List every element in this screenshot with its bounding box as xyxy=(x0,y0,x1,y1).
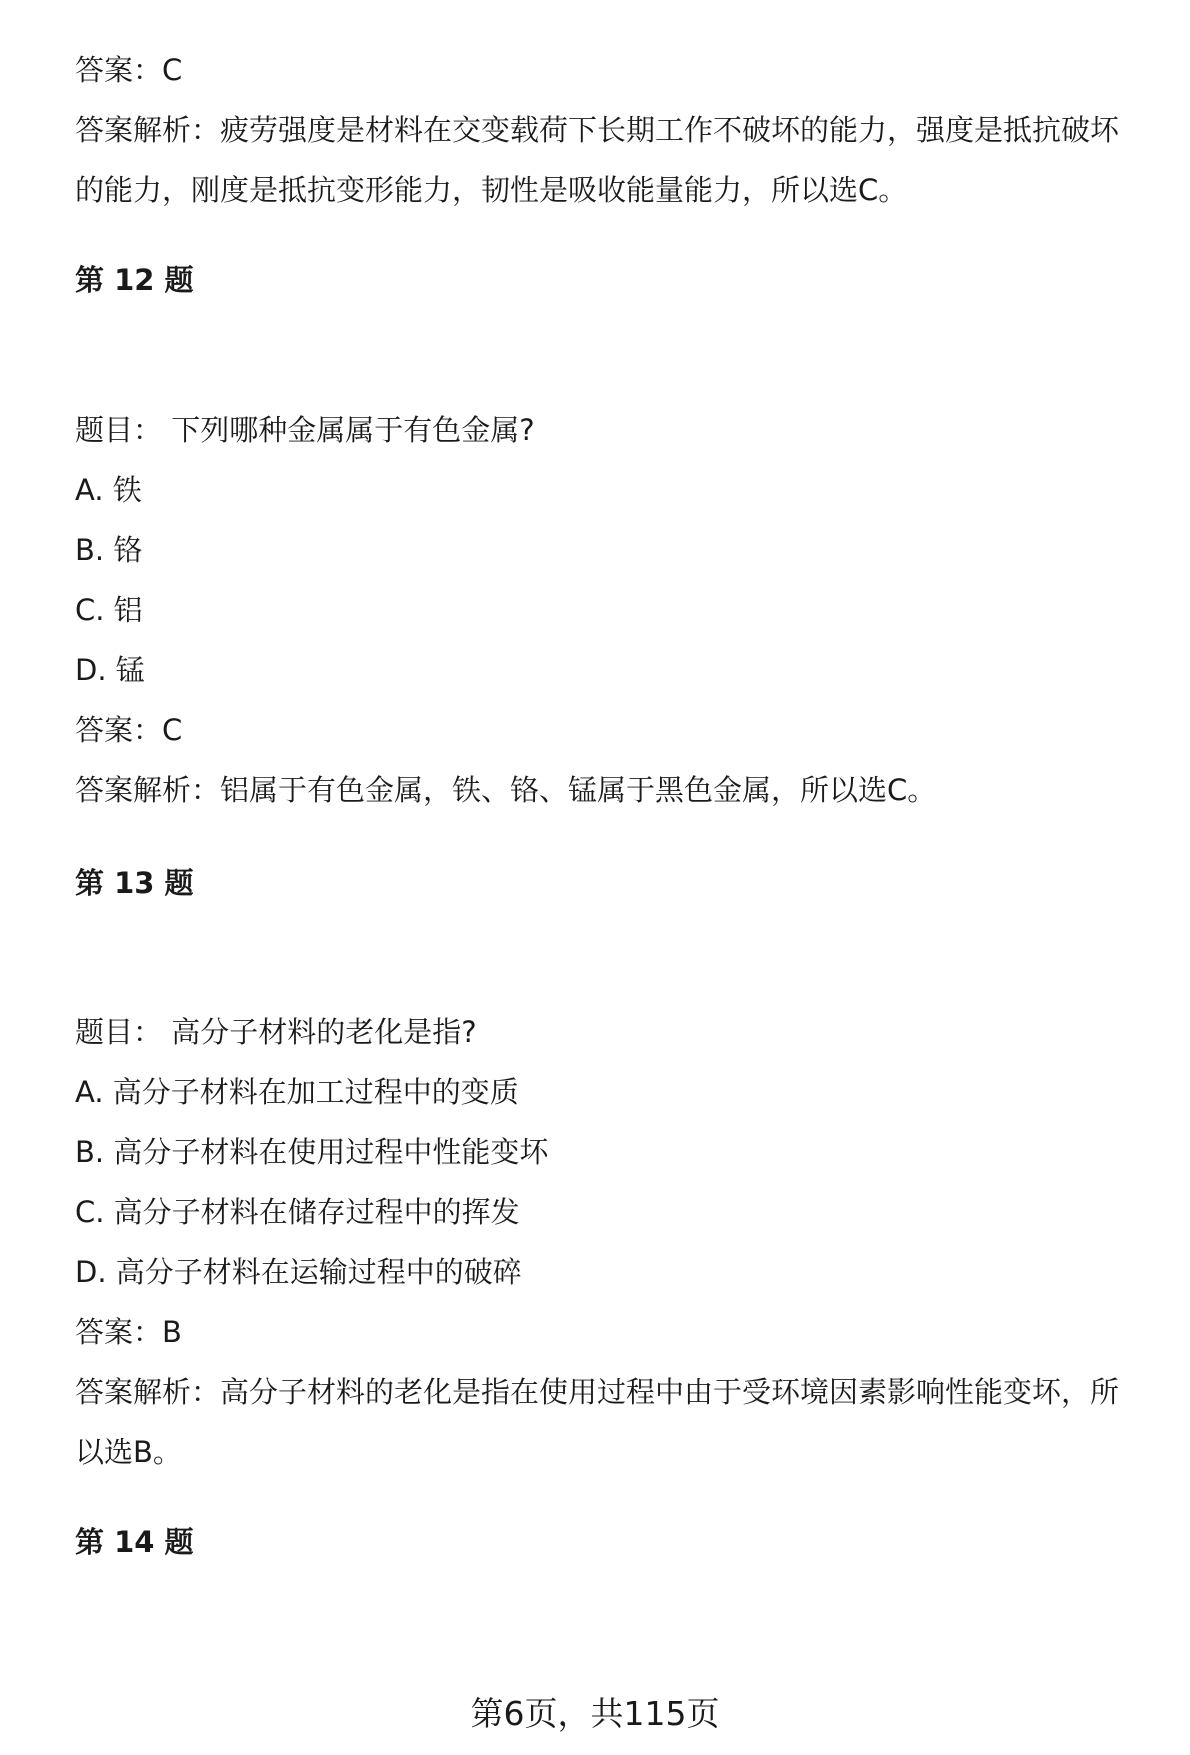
q13-heading: 第 13 题 xyxy=(75,866,194,900)
q13-option-c: C. 高分子材料在储存过程中的挥发 xyxy=(75,1195,520,1229)
q13-explanation-line-2: 以选B。 xyxy=(75,1435,182,1469)
q12-option-a: A. 铁 xyxy=(75,473,142,507)
q13-option-d: D. 高分子材料在运输过程中的破碎 xyxy=(75,1255,522,1289)
q12-stem: 题目： 下列哪种金属属于有色金属? xyxy=(75,413,535,447)
q12-option-c: C. 铝 xyxy=(75,593,143,627)
q12-option-d: D. 锰 xyxy=(75,653,145,687)
q11-answer: 答案：C xyxy=(75,53,183,87)
q11-explanation-line-2: 的能力，刚度是抵抗变形能力，韧性是吸收能量能力，所以选C。 xyxy=(75,173,908,207)
q13-stem: 题目： 高分子材料的老化是指? xyxy=(75,1015,477,1049)
q13-option-b: B. 高分子材料在使用过程中性能变坏 xyxy=(75,1135,549,1169)
q12-explanation: 答案解析：铝属于有色金属，铁、铬、锰属于黑色金属，所以选C。 xyxy=(75,773,937,807)
q11-explanation-line-1: 答案解析：疲劳强度是材料在交变载荷下长期工作不破坏的能力，强度是抵抗破坏 xyxy=(75,113,1120,147)
q13-option-a: A. 高分子材料在加工过程中的变质 xyxy=(75,1075,519,1109)
q13-explanation-line-1: 答案解析：高分子材料的老化是指在使用过程中由于受环境因素影响性能变坏，所 xyxy=(75,1375,1120,1409)
q12-option-b: B. 铬 xyxy=(75,533,143,567)
q14-heading: 第 14 题 xyxy=(75,1525,194,1559)
q12-heading: 第 12 题 xyxy=(75,263,194,297)
page-number-footer: 第6页，共115页 xyxy=(470,1694,720,1733)
q12-answer: 答案：C xyxy=(75,713,183,747)
q13-answer: 答案：B xyxy=(75,1315,182,1349)
